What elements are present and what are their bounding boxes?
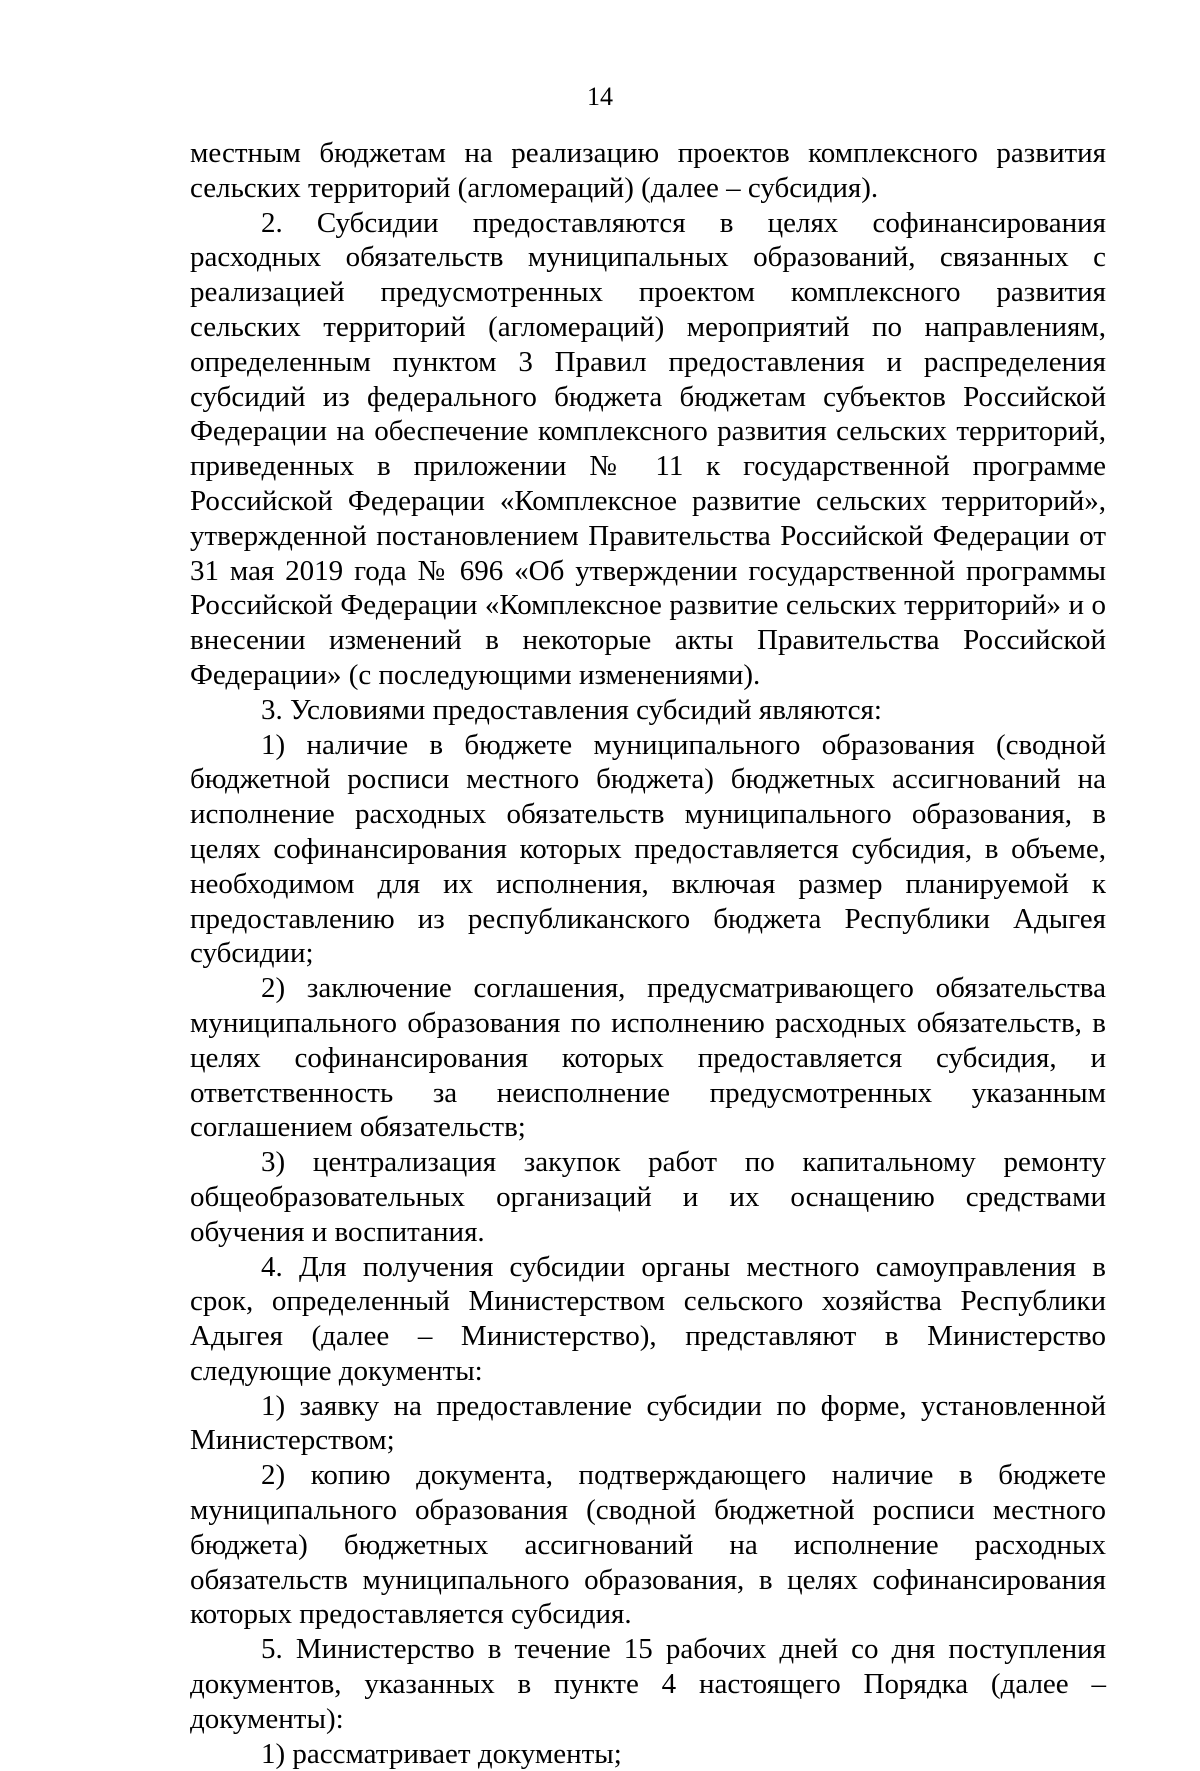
paragraph-continuation: местным бюджетам на реализацию проектов комплексного развития сельских территорий (агломераций) (далее – субсидия). xyxy=(190,137,1106,204)
paragraph-item-2: 2. Субсидии предоставляются в целях софинансирования расходных обязательств муниципальных образований, связанных с реализацией предусмотренных проектом комплексного развития сельских территорий (агломераций) мероприятий по направлениям, определенным пунктом 3 Правил предоставления и распределения субсидий из федерального бюджета бюджетам субъектов Российской Федерации на обеспечение комплексного развития сельских территорий, приведенных в приложении № 11 к государственной программе Российской Федерации «Комплексное развитие сельских территорий», утвержденной постановлением Правительства Российской Федерации от 31 мая 2019 года № 696 «Об утверждении государственной программы Российской Федерации «Комплексное развитие сельских территорий» и о внесении изменений в некоторые акты Правительства Российской Федерации» (с последующими изменениями). xyxy=(190,206,1106,691)
document-body xyxy=(190,136,1106,1771)
paragraph-item-4-1: 1) заявку на предоставление субсидии по форме, установленной Министерством; xyxy=(190,1389,1106,1457)
paragraph-item-4: 4. Для получения субсидии органы местного самоуправления в срок, определенный Министерством сельского хозяйства Республики Адыгея (далее – Министерство), представляют в Министерство следующие документы: xyxy=(190,1250,1106,1387)
paragraph-item-5: 5. Министерство в течение 15 рабочих дней со дня поступления документов, указанных в пункте 4 настоящего Порядка (далее – документы): xyxy=(190,1633,1106,1735)
paragraph-item-5-1: 1) рассматривает документы; xyxy=(261,1737,622,1770)
paragraph-item-3-3: 3) централизация закупок работ по капитальному ремонту общеобразовательных организаций и их оснащению средствами обучения и воспитания. xyxy=(190,1146,1106,1248)
paragraph-item-3-1: 1) наличие в бюджете муниципального образования (сводной бюджетной росписи местного бюджета) бюджетных ассигнований на исполнение расходных обязательств муниципального образования, в целях софинансирования которых предоставляется субсидия, в объеме, необходимом для их исполнения, включая размер планируемой к предоставлению из республиканского бюджета Республики Адыгея субсидии; xyxy=(190,728,1106,970)
paragraph-item-3: 3. Условиями предоставления субсидий являются: xyxy=(261,693,882,726)
page-number: 14 xyxy=(587,82,613,111)
paragraph-item-4-2: 2) копию документа, подтверждающего наличие в бюджете муниципального образования (сводной бюджетной росписи местного бюджета) бюджетных ассигнований на исполнение расходных обязательств муниципального образования, в целях софинансирования которых предоставляется субсидия. xyxy=(190,1459,1106,1631)
paragraph-item-3-2: 2) заключение соглашения, предусматривающего обязательства муниципального образования по исполнению расходных обязательств, в целях софинансирования которых предоставляется субсидия, и ответственность за неисполнение предусмотренных указанным соглашением обязательств; xyxy=(190,972,1106,1144)
